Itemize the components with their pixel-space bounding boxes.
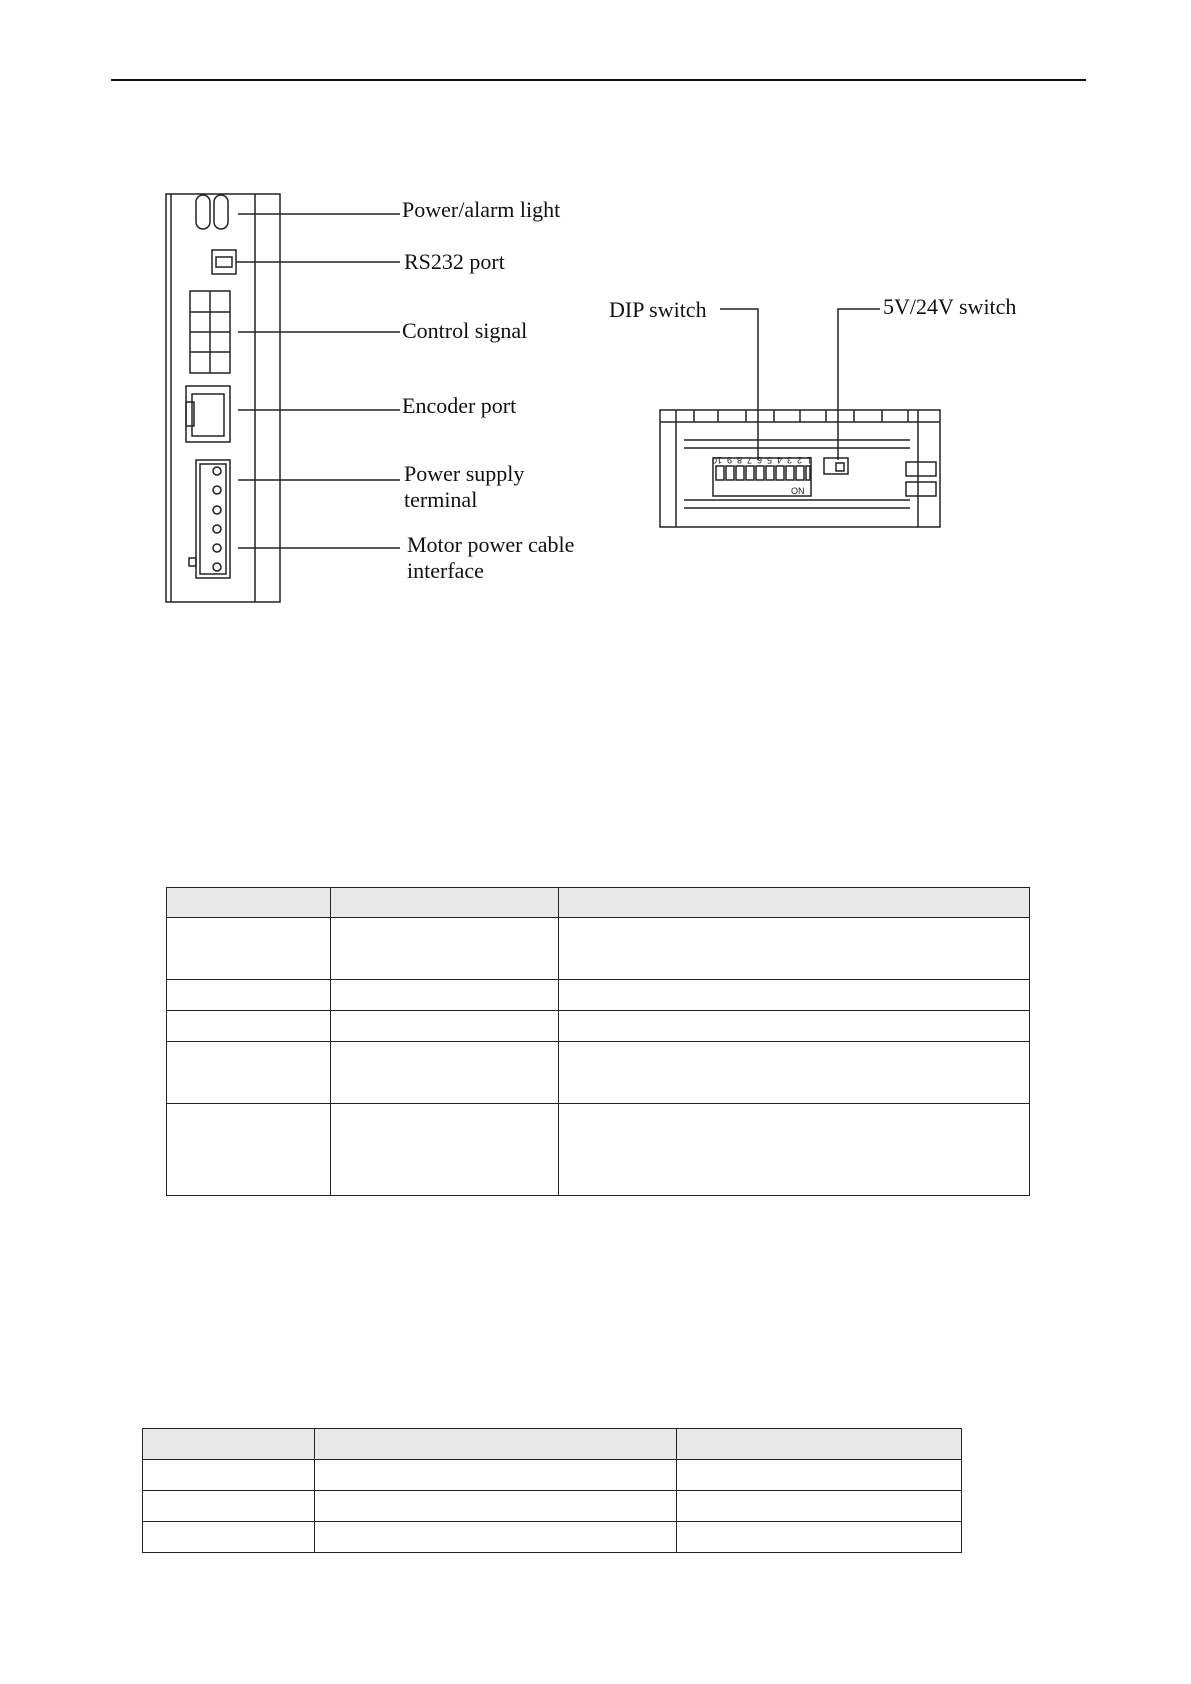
dip-position-label: 6 [756, 455, 762, 465]
dip-position-label: 7 [746, 455, 752, 465]
table-cell [559, 980, 1030, 1011]
control-signal-connector-icon [190, 291, 230, 373]
table-cell [167, 980, 331, 1011]
table-cell [167, 918, 331, 980]
table-1-header-row [167, 888, 1030, 918]
callout-power-alarm-light: Power/alarm light [402, 197, 561, 222]
table-2-header-cell [677, 1429, 962, 1460]
heatsink-fins [694, 410, 908, 422]
table-row [143, 1491, 962, 1522]
table-cell [559, 918, 1030, 980]
callout-rs232-port: RS232 port [404, 249, 505, 274]
dip-position-label: 10 [711, 455, 722, 465]
encoder-connector-icon [186, 386, 230, 442]
table-cell [167, 1042, 331, 1104]
table-cell [559, 1104, 1030, 1196]
callout-dip-switch: DIP switch [609, 297, 707, 322]
table-1-header-cell [559, 888, 1030, 918]
dip-position-label: 5 [766, 455, 772, 465]
table-cell [315, 1460, 677, 1491]
table-2-header-cell [143, 1429, 315, 1460]
table-row [167, 980, 1030, 1011]
table-cell [677, 1491, 962, 1522]
callout-control-signal: Control signal [402, 318, 528, 343]
voltage-switch-icon [824, 458, 848, 474]
front-view [166, 194, 400, 602]
table-cell [167, 1104, 331, 1196]
table-row [167, 1104, 1030, 1196]
table-cell [331, 980, 559, 1011]
dip-position-labels [712, 455, 812, 496]
table-cell [331, 1104, 559, 1196]
table-2-header-row [143, 1429, 962, 1460]
table-cell [143, 1460, 315, 1491]
table-2 [142, 1428, 962, 1553]
table-2-header-cell [315, 1429, 677, 1460]
table-cell [143, 1491, 315, 1522]
dip-position-label: 8 [736, 455, 742, 465]
dip-position-label: 3 [786, 455, 792, 465]
table-cell [331, 918, 559, 980]
table-cell [143, 1522, 315, 1553]
power-terminal-block-icon [189, 460, 230, 578]
rs232-connector-icon [212, 250, 236, 274]
callout-motor-power-cable-line2: interface [407, 558, 484, 583]
callout-voltage-switch: 5V/24V switch [883, 294, 1017, 319]
table-row [143, 1460, 962, 1491]
dip-position-label: 2 [796, 455, 802, 465]
table-row [143, 1522, 962, 1553]
table-cell [167, 1011, 331, 1042]
table-cell [677, 1522, 962, 1553]
power-alarm-led-icon [196, 195, 228, 229]
table-cell [677, 1460, 962, 1491]
dip-position-label: 4 [776, 455, 782, 465]
callout-motor-power-cable-line1: Motor power cable [407, 532, 575, 557]
dip-position-label: 9 [726, 455, 732, 465]
table-row [167, 1011, 1030, 1042]
dip-on-label: ON [791, 486, 805, 496]
callout-power-supply-terminal-line2: terminal [404, 487, 478, 512]
table-cell [331, 1042, 559, 1104]
table-cell [331, 1011, 559, 1042]
table-row [167, 1042, 1030, 1104]
table-cell [559, 1042, 1030, 1104]
dip-position-label: 1 [806, 455, 812, 465]
table-row [167, 918, 1030, 980]
callout-power-supply-terminal-line1: Power supply [404, 461, 525, 486]
table-1-header-cell [331, 888, 559, 918]
table-1 [166, 887, 1030, 1196]
table-cell [315, 1491, 677, 1522]
callout-encoder-port: Encoder port [402, 393, 517, 418]
table-1-header-cell [167, 888, 331, 918]
side-connector-icon [906, 462, 936, 496]
table-cell [315, 1522, 677, 1553]
table-cell [559, 1011, 1030, 1042]
